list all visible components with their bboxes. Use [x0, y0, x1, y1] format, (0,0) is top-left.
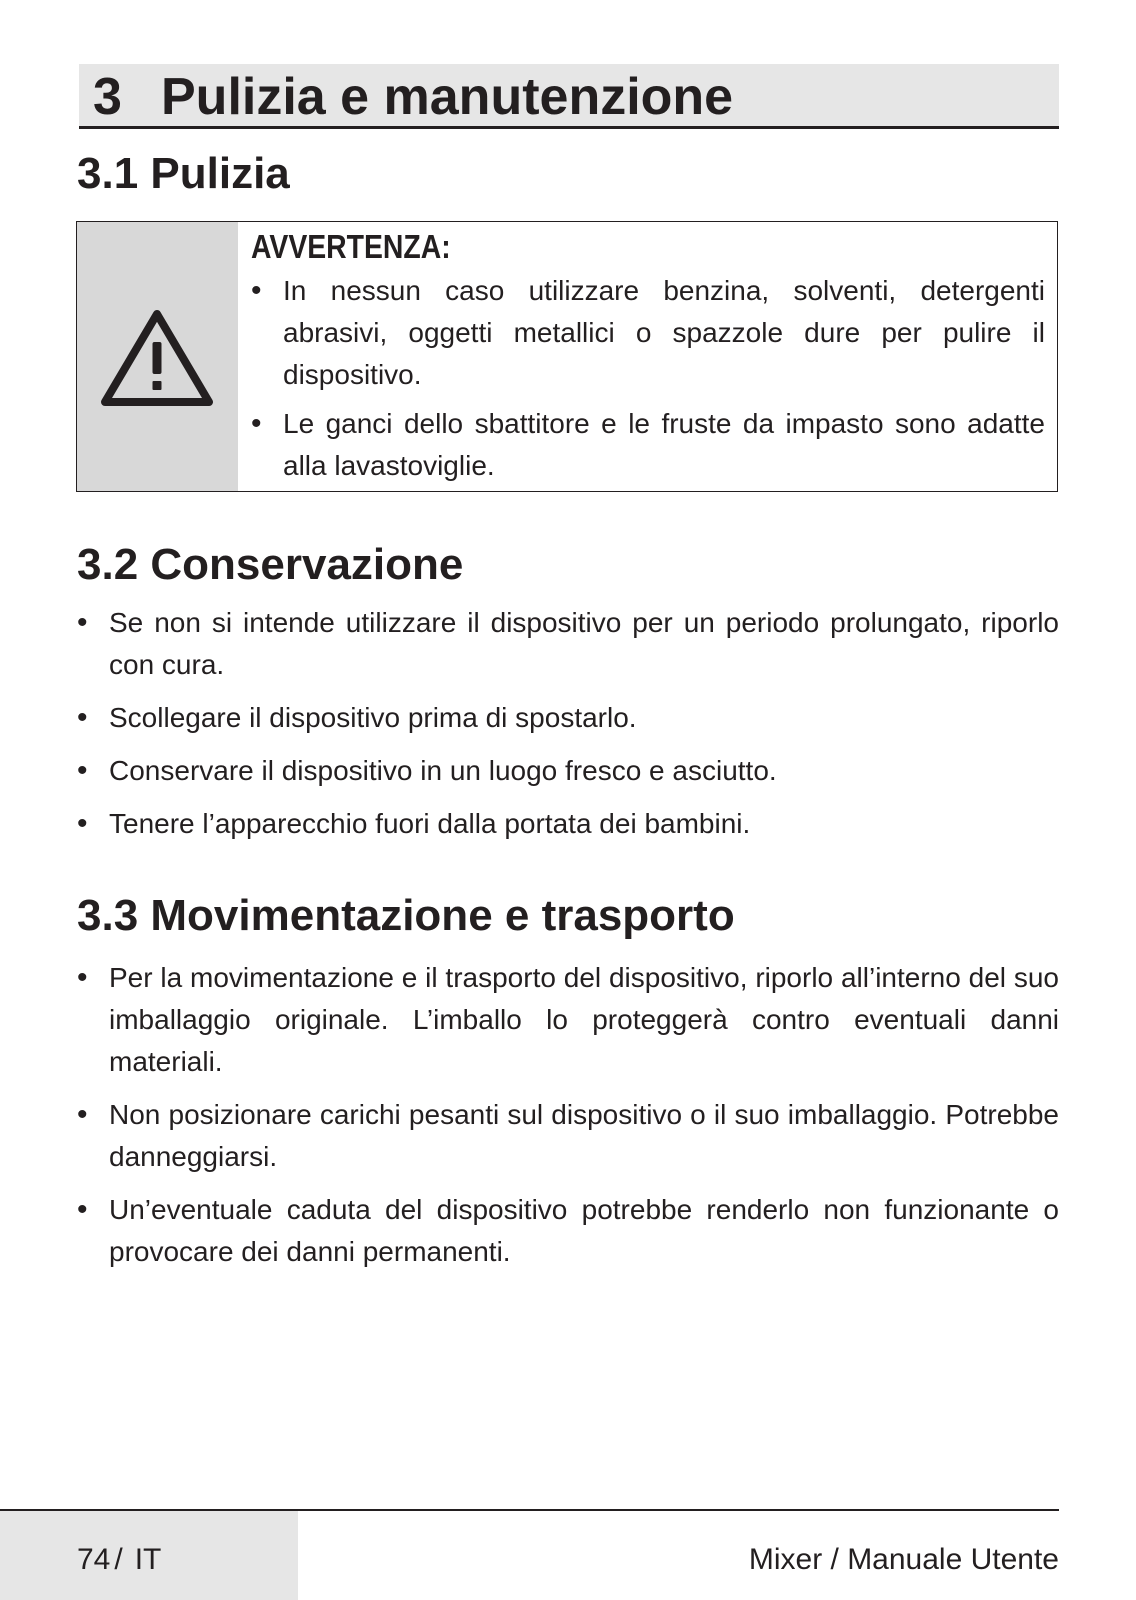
conservazione-list	[77, 602, 1059, 856]
warning-item: • Le ganci dello sbattitore e le fruste da impasto sono adatte alla lavastoviglie.	[251, 403, 1045, 487]
warning-icon-cell	[77, 222, 238, 491]
list-item: • Scollegare il dispositivo prima di spostarlo.	[77, 697, 1059, 739]
chapter-number: 3	[93, 68, 122, 126]
footer-document-title: Mixer / Manuale Utente	[748, 1543, 1059, 1576]
warning-list	[251, 270, 1045, 487]
section-title-conservazione: 3.2 Conservazione	[77, 540, 464, 589]
section-title-pulizia: 3.1 Pulizia	[77, 149, 290, 198]
page-number: 74	[77, 1543, 111, 1576]
list-item: • Tenere l’apparecchio fuori dalla portata dei bambini.	[77, 803, 1059, 845]
list-item: • Non posizionare carichi pesanti sul dispositivo o il suo imballaggio. Potrebbe danneggiarsi.	[77, 1094, 1059, 1178]
footer-divider	[0, 1509, 1059, 1511]
warning-triangle-icon	[99, 306, 215, 410]
page-language: IT	[134, 1543, 162, 1576]
chapter-title	[93, 66, 733, 128]
page-separator: /	[114, 1543, 123, 1576]
warning-box	[76, 221, 1058, 492]
warning-content	[251, 226, 1045, 494]
list-item: • Per la movimentazione e il trasporto del dispositivo, riporlo all’interno del suo imballaggio originale. L’imballo lo proteggerà contro eventuali danni materiali.	[77, 957, 1059, 1083]
movimentazione-list	[77, 957, 1059, 1284]
chapter-title-text: Pulizia e manutenzione	[161, 68, 734, 126]
footer-page-label	[77, 1540, 161, 1580]
list-item: • Se non si intende utilizzare il dispositivo per un periodo prolungato, riporlo con cura.	[77, 602, 1059, 686]
section-title-movimentazione: 3.3 Movimentazione e trasporto	[77, 891, 735, 940]
list-item: • Un’eventuale caduta del dispositivo potrebbe renderlo non funzionante o provocare dei danni permanenti.	[77, 1189, 1059, 1273]
warning-heading: AVVERTENZA:	[251, 228, 451, 265]
warning-item: • In nessun caso utilizzare benzina, solventi, detergenti abrasivi, oggetti metallici o spazzole dure per pulire il dispositivo.	[251, 270, 1045, 396]
list-item: • Conservare il dispositivo in un luogo fresco e asciutto.	[77, 750, 1059, 792]
